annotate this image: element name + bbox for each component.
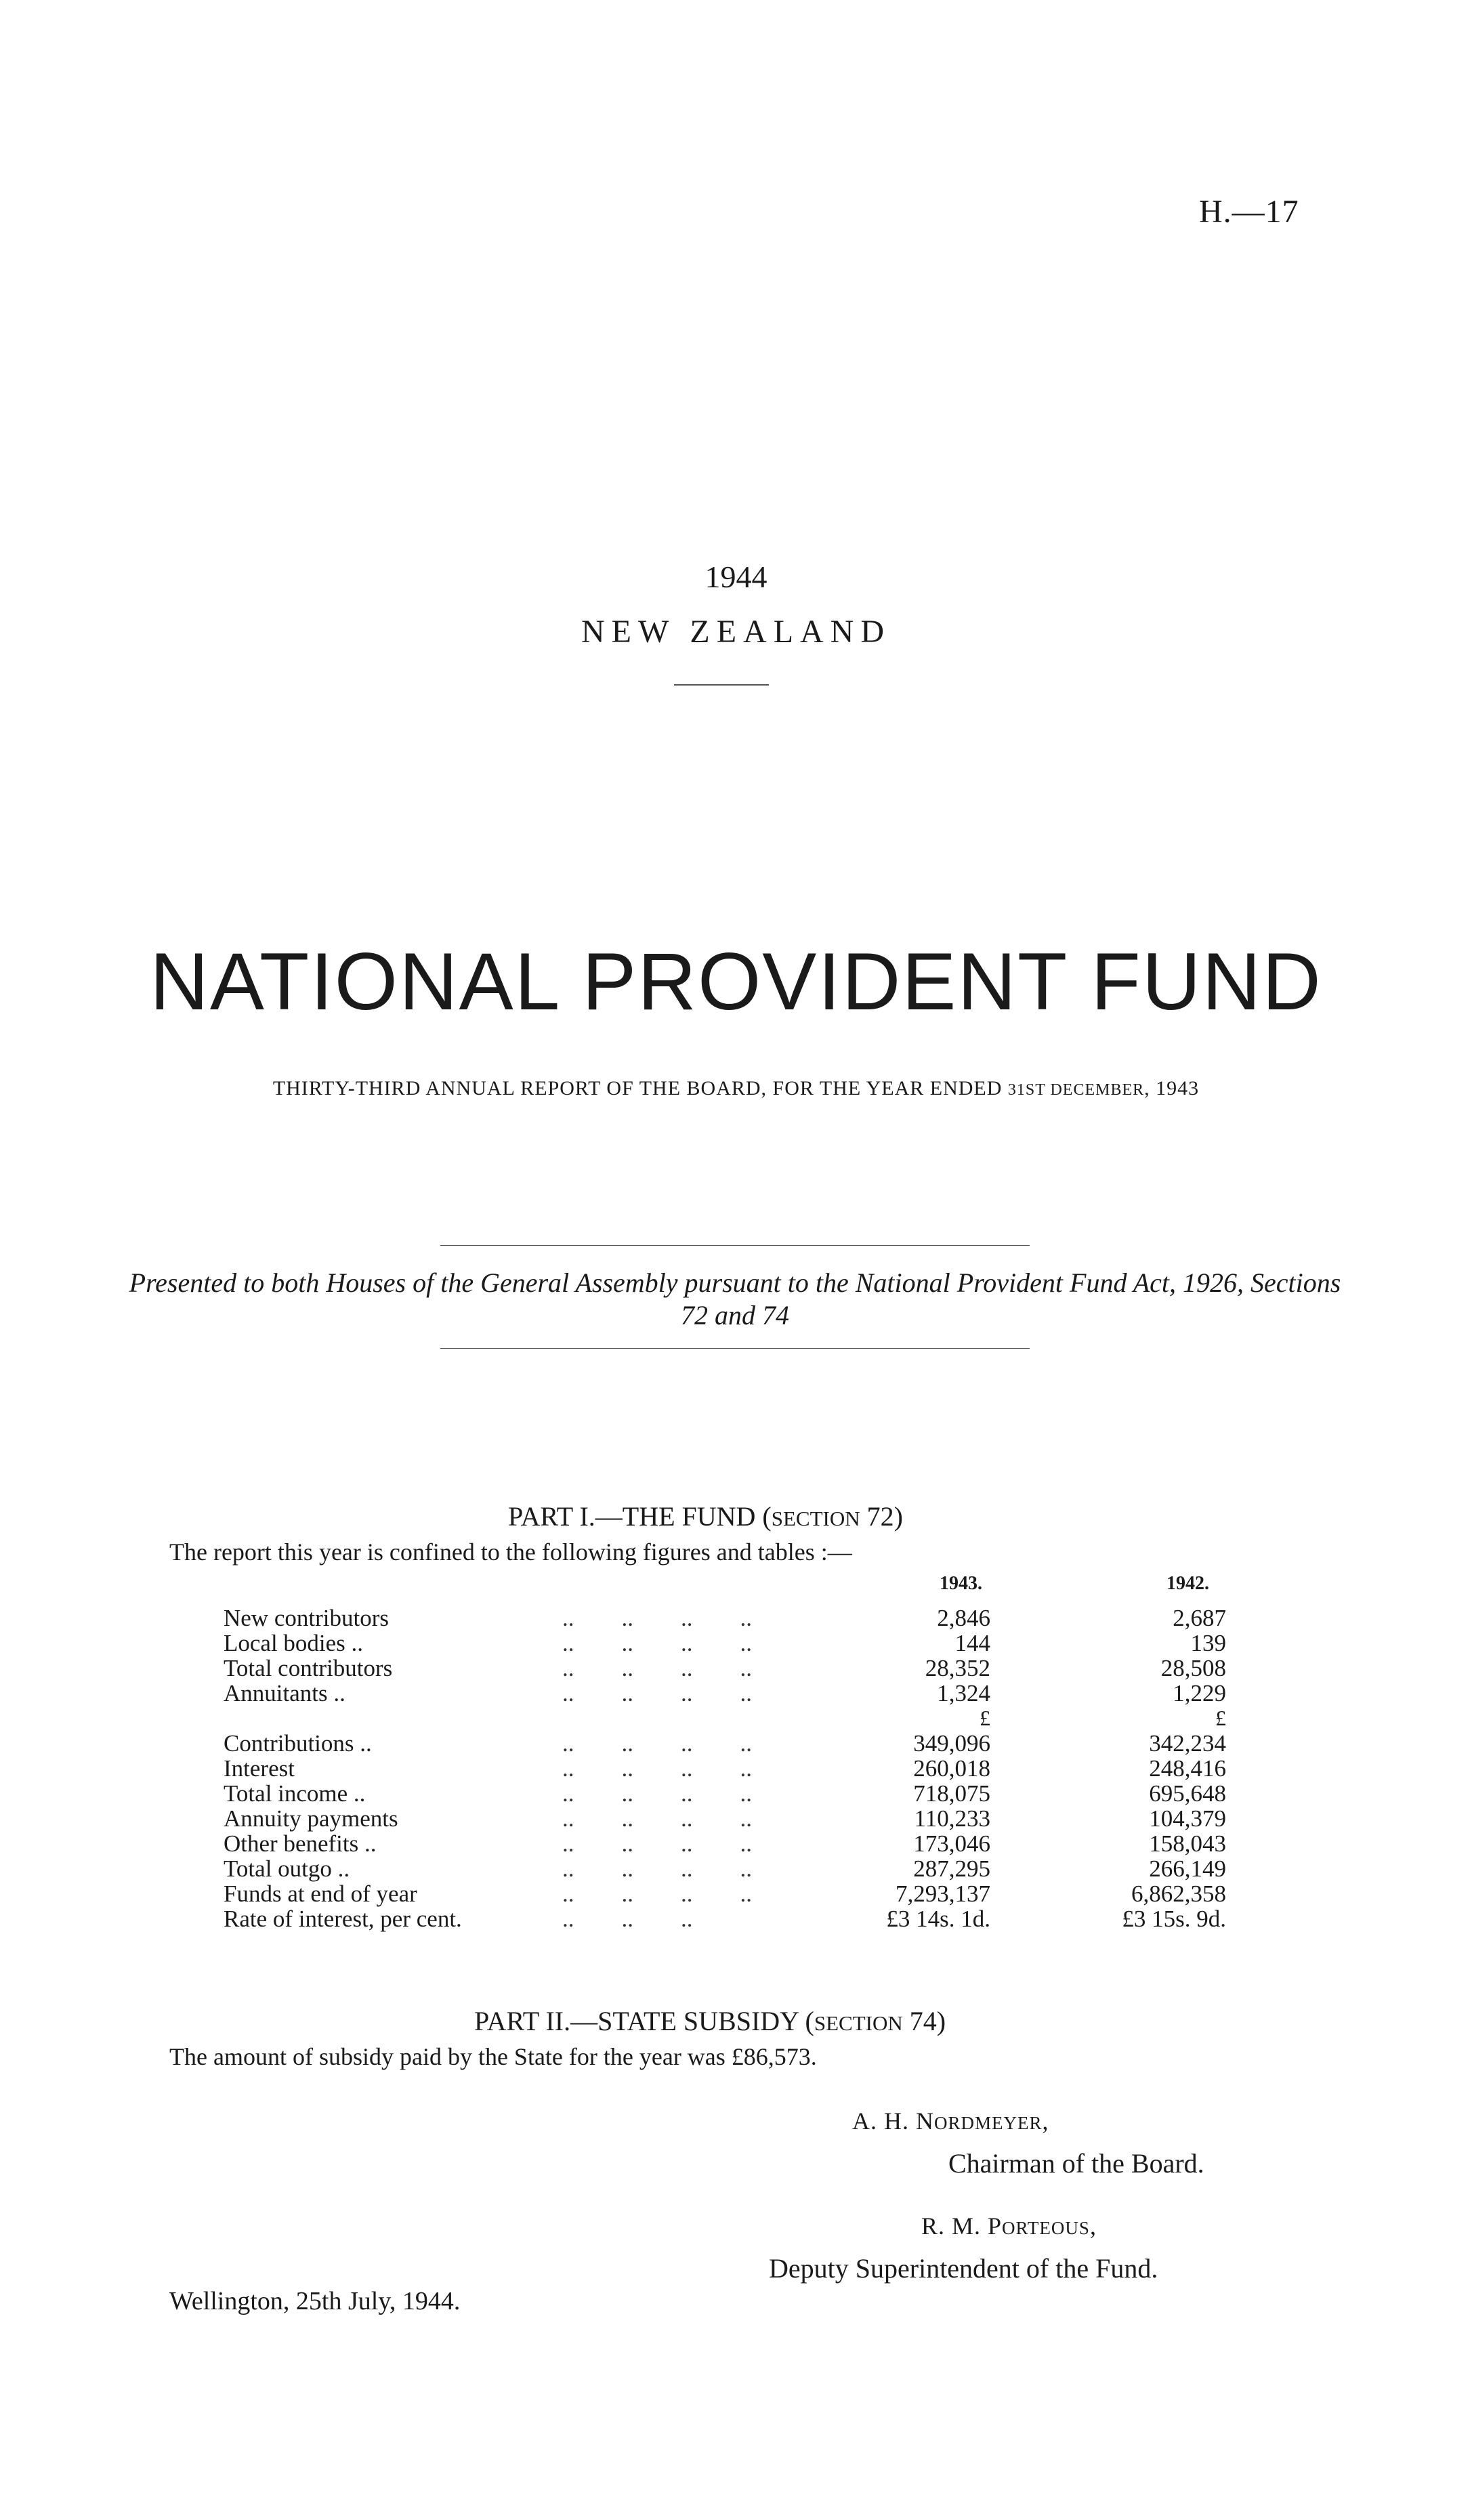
value-1942: 248,416 xyxy=(1149,1755,1226,1782)
part1-intro: The report this year is confined to the following figures and tables :— xyxy=(169,1538,852,1566)
table-row xyxy=(224,1781,1226,1806)
leader-dots: .. .. .. .. xyxy=(562,1680,752,1706)
row-label: Interest xyxy=(224,1755,295,1782)
value-1943: 144 xyxy=(954,1630,990,1656)
value-1942: 6,862,358 xyxy=(1131,1881,1226,1907)
value-1942: 2,687 xyxy=(1173,1605,1226,1631)
report-title: NATIONAL PROVIDENT FUND xyxy=(150,936,1322,1027)
value-1943: 287,295 xyxy=(913,1855,990,1882)
value-1942: 28,508 xyxy=(1160,1655,1226,1681)
divider xyxy=(440,1245,1030,1246)
value-1943: 110,233 xyxy=(914,1805,990,1832)
table-row xyxy=(224,1806,1226,1831)
column-header-1942: 1942. xyxy=(1166,1573,1209,1594)
value-1942: 342,234 xyxy=(1149,1730,1226,1757)
signatory-deputy-title: Deputy Superintendent of the Fund. xyxy=(769,2253,1158,2284)
leader-dots: .. .. .. .. xyxy=(562,1780,752,1807)
value-1943: 1,324 xyxy=(937,1680,990,1706)
signatory-deputy-name: R. M. PORTEOUS, xyxy=(921,2212,1097,2240)
value-1942: £ xyxy=(1215,1706,1226,1730)
leader-dots: .. .. .. .. xyxy=(562,1881,752,1907)
signatory-chairman-name: A. H. NORDMEYER, xyxy=(852,2107,1049,2135)
divider xyxy=(674,684,769,686)
leader-dots: .. .. .. .. xyxy=(562,1730,752,1757)
report-subtitle: THIRTY-THIRD ANNUAL REPORT OF THE BOARD, FOR THE YEAR ENDED 31ST DECEMBER, 1943 xyxy=(272,1077,1200,1099)
table-row xyxy=(224,1856,1226,1881)
value-1943: 260,018 xyxy=(913,1755,990,1782)
leader-dots: .. .. .. .. xyxy=(562,1805,752,1832)
value-1943: £3 14s. 1d. xyxy=(886,1906,990,1932)
publication-year: 1944 xyxy=(705,560,767,594)
page-reference: H.—17 xyxy=(1199,194,1299,230)
part1-heading: PART I.—THE FUND (SECTION 72) xyxy=(508,1501,903,1532)
value-1943: 28,352 xyxy=(925,1655,990,1681)
row-label: Contributions .. xyxy=(224,1730,372,1757)
table-row xyxy=(224,1906,1226,1931)
table-row xyxy=(224,1881,1226,1906)
country-name: NEW ZEALAND xyxy=(581,614,891,650)
table-row xyxy=(224,1656,1226,1681)
value-1943: 718,075 xyxy=(913,1780,990,1807)
row-label: Total outgo .. xyxy=(224,1855,350,1882)
leader-dots: .. .. .. xyxy=(562,1906,693,1932)
fund-figures-table xyxy=(224,1605,1226,1931)
column-header-1943: 1943. xyxy=(940,1573,982,1594)
divider xyxy=(440,1348,1030,1349)
row-label: Total contributors xyxy=(224,1655,393,1681)
value-1942: £3 15s. 9d. xyxy=(1122,1906,1226,1932)
signatory-chairman-title: Chairman of the Board. xyxy=(948,2148,1204,2179)
leader-dots: .. .. .. .. xyxy=(562,1655,752,1681)
table-row xyxy=(224,1756,1226,1781)
row-label: Local bodies .. xyxy=(224,1630,364,1656)
row-label: Funds at end of year xyxy=(224,1881,417,1907)
row-label: Total income .. xyxy=(224,1780,366,1807)
table-row xyxy=(224,1706,1226,1731)
part2-heading: PART II.—STATE SUBSIDY (SECTION 74) xyxy=(474,2006,946,2036)
leader-dots: .. .. .. .. xyxy=(562,1630,752,1656)
value-1942: 1,229 xyxy=(1173,1680,1226,1706)
leader-dots: .. .. .. .. xyxy=(562,1855,752,1882)
value-1942: 104,379 xyxy=(1149,1805,1226,1832)
value-1943: 2,846 xyxy=(937,1605,990,1631)
table-row xyxy=(224,1831,1226,1856)
row-label: New contributors xyxy=(224,1605,389,1631)
row-label: Annuitants .. xyxy=(224,1680,345,1706)
value-1943: 7,293,137 xyxy=(896,1881,990,1907)
value-1943: £ xyxy=(980,1706,990,1730)
value-1943: 349,096 xyxy=(913,1730,990,1757)
place-and-date: Wellington, 25th July, 1944. xyxy=(169,2287,461,2315)
presented-statement: Presented to both Houses of the General Assembly pursuant to the National Provident Fund Act, 1926, Sections 72 and 74 xyxy=(129,1267,1341,1330)
value-1942: 158,043 xyxy=(1149,1830,1226,1857)
table-row xyxy=(224,1605,1226,1631)
value-1942: 695,648 xyxy=(1149,1780,1226,1807)
table-row xyxy=(224,1731,1226,1756)
row-label: Rate of interest, per cent. xyxy=(224,1906,462,1932)
row-label: Other benefits .. xyxy=(224,1830,377,1857)
table-row xyxy=(224,1681,1226,1706)
leader-dots: .. .. .. .. xyxy=(562,1755,752,1782)
leader-dots: .. .. .. .. xyxy=(562,1605,752,1631)
value-1943: 173,046 xyxy=(913,1830,990,1857)
subsidy-statement: The amount of subsidy paid by the State for the year was £86,573. xyxy=(169,2043,817,2070)
value-1942: 266,149 xyxy=(1149,1855,1226,1882)
value-1942: 139 xyxy=(1190,1630,1226,1656)
leader-dots: .. .. .. .. xyxy=(562,1830,752,1857)
row-label: Annuity payments xyxy=(224,1805,398,1832)
table-row xyxy=(224,1631,1226,1656)
